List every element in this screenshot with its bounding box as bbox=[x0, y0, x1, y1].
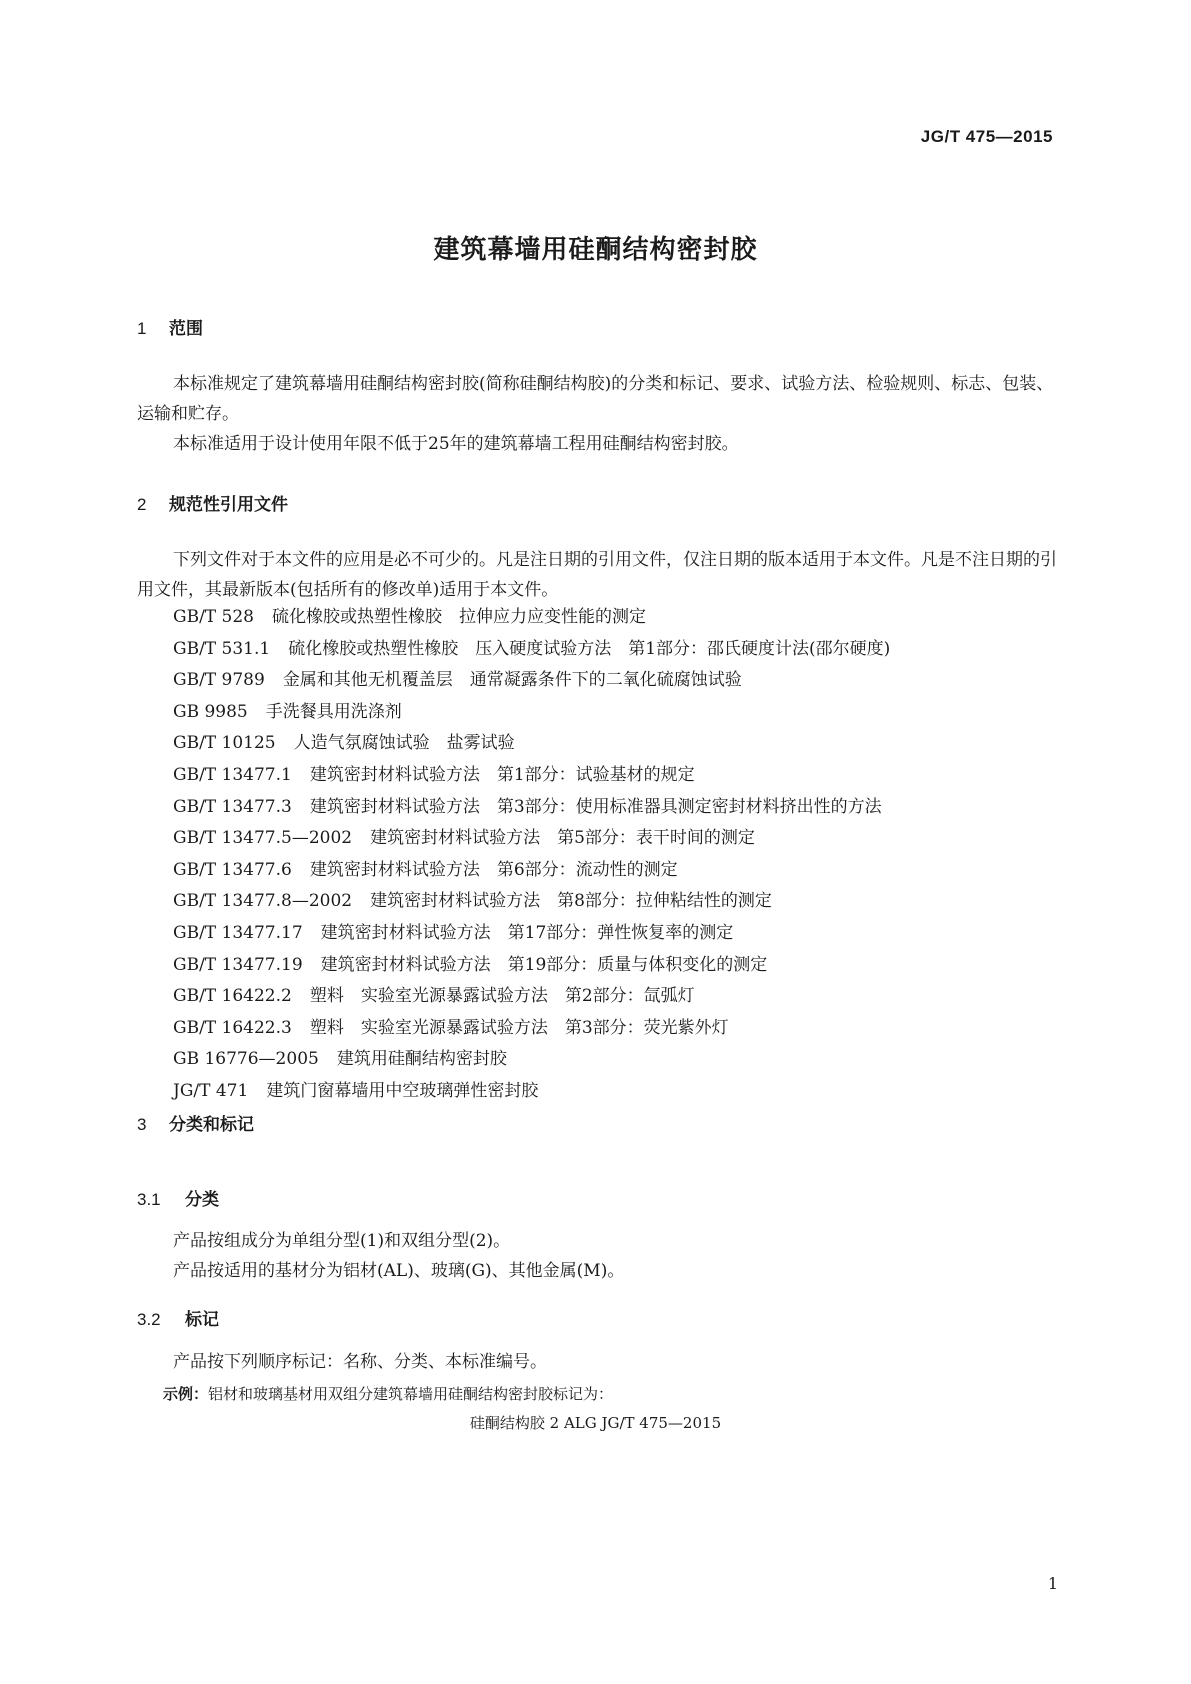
example-block bbox=[137, 1380, 1057, 1408]
reference-title: 建筑用硅酮结构密封胶 bbox=[336, 1049, 507, 1070]
reference-item bbox=[137, 697, 1057, 729]
reference-list bbox=[137, 602, 1057, 1108]
reference-title: 手洗餐具用洗涤剂 bbox=[265, 701, 402, 722]
page-number: 1 bbox=[1047, 1574, 1058, 1593]
reference-title: 建筑密封材料试验方法 第3部分：使用标准器具测定密封材料挤出性的方法 bbox=[309, 796, 882, 817]
reference-code: GB 16776—2005 bbox=[173, 1049, 319, 1070]
reference-list-container bbox=[137, 602, 1057, 1108]
reference-title: 硫化橡胶或热塑性橡胶 拉伸应力应变性能的测定 bbox=[272, 607, 646, 627]
standard-number: JG/T 475—2015 bbox=[920, 127, 1053, 146]
section-3-1-paragraph-1: 产品按组成分为单组分型(1)和双组分型(2)。 bbox=[173, 1231, 511, 1251]
reference-code: GB/T 13477.8—2002 bbox=[173, 891, 353, 912]
reference-code: GB/T 13477.3 bbox=[173, 796, 292, 817]
reference-item bbox=[137, 918, 1057, 950]
reference-code: GB/T 9789 bbox=[173, 670, 265, 691]
reference-item bbox=[137, 823, 1057, 855]
reference-item bbox=[137, 981, 1057, 1013]
reference-code: GB/T 528 bbox=[173, 607, 254, 627]
reference-item bbox=[137, 665, 1057, 697]
example-marking: 硅酮结构胶 2 ALG JG/T 475—2015 bbox=[469, 1414, 722, 1432]
section-1-heading bbox=[137, 314, 203, 339]
section-1-title: 范围 bbox=[169, 319, 203, 339]
reference-item bbox=[137, 1013, 1057, 1045]
reference-code: GB/T 13477.6 bbox=[173, 859, 292, 880]
reference-title: 建筑密封材料试验方法 第1部分：试验基材的规定 bbox=[309, 764, 695, 785]
section-3-2-number: 3.2 bbox=[137, 1310, 161, 1329]
section-3-2-heading bbox=[137, 1305, 219, 1330]
reference-title: 建筑密封材料试验方法 第17部分：弹性恢复率的测定 bbox=[320, 922, 734, 943]
section-1-number: 1 bbox=[137, 319, 147, 338]
section-1-paragraph-1: 本标准规定了建筑幕墙用硅酮结构密封胶(简称硅酮结构胶)的分类和标记、要求、试验方法、检验规则、标志、包装、运输和贮存。 bbox=[137, 374, 1054, 424]
section-3-1-body bbox=[137, 1226, 1057, 1286]
reference-title: 硫化橡胶或热塑性橡胶 压入硬度试验方法 第1部分：邵氏硬度计法(邵尔硬度) bbox=[288, 638, 891, 659]
reference-title: 建筑密封材料试验方法 第6部分：流动性的测定 bbox=[309, 859, 678, 880]
reference-title: 人造气氛腐蚀试验 盐雾试验 bbox=[293, 733, 515, 754]
section-2-number: 2 bbox=[137, 495, 147, 514]
reference-title: 建筑门窗幕墙用中空玻璃弹性密封胶 bbox=[266, 1080, 539, 1101]
section-1-paragraph-2: 本标准适用于设计使用年限不低于25年的建筑幕墙工程用硅酮结构密封胶。 bbox=[173, 434, 739, 454]
reference-item bbox=[137, 634, 1057, 666]
reference-title: 建筑密封材料试验方法 第19部分：质量与体积变化的测定 bbox=[320, 954, 768, 975]
section-2-title: 规范性引用文件 bbox=[169, 495, 288, 515]
reference-title: 建筑密封材料试验方法 第5部分：表干时间的测定 bbox=[370, 828, 755, 849]
section-2-heading bbox=[137, 490, 288, 515]
reference-item bbox=[137, 855, 1057, 887]
reference-title: 建筑密封材料试验方法 第8部分：拉伸粘结性的测定 bbox=[370, 891, 772, 912]
section-3-1-title: 分类 bbox=[185, 1190, 219, 1210]
reference-item bbox=[137, 760, 1057, 792]
section-2-intro: 下列文件对于本文件的应用是必不可少的。凡是注日期的引用文件，仅注日期的版本适用于本文件。凡是不注日期的引用文件，其最新版本(包括所有的修改单)适用于本文件。 bbox=[137, 550, 1057, 600]
reference-item bbox=[137, 792, 1057, 824]
reference-code: GB/T 16422.2 bbox=[173, 986, 292, 1007]
reference-code: GB/T 10125 bbox=[173, 733, 276, 754]
reference-code: GB/T 16422.3 bbox=[173, 1017, 292, 1038]
example-text: 铝材和玻璃基材用双组分建筑幕墙用硅酮结构密封胶标记为： bbox=[208, 1385, 614, 1403]
example-label: 示例： bbox=[163, 1385, 209, 1403]
section-3-title: 分类和标记 bbox=[169, 1115, 254, 1135]
reference-item bbox=[137, 1044, 1057, 1076]
example-line bbox=[137, 1380, 1057, 1408]
reference-item bbox=[137, 950, 1057, 982]
section-3-number: 3 bbox=[137, 1115, 147, 1134]
reference-item bbox=[137, 728, 1057, 760]
reference-code: GB/T 531.1 bbox=[173, 638, 271, 659]
reference-code: GB/T 13477.1 bbox=[173, 764, 292, 785]
reference-title: 金属和其他无机覆盖层 通常凝露条件下的二氧化硫腐蚀试验 bbox=[282, 670, 742, 691]
section-3-heading bbox=[137, 1110, 254, 1135]
section-3-2-paragraph-1: 产品按下列顺序标记：名称、分类、本标准编号。 bbox=[173, 1352, 547, 1372]
section-3-1-number: 3.1 bbox=[137, 1190, 161, 1209]
document-title: 建筑幕墙用硅酮结构密封胶 bbox=[433, 235, 758, 265]
reference-item bbox=[137, 602, 1057, 634]
reference-code: GB/T 13477.5—2002 bbox=[173, 828, 353, 849]
section-3-1-paragraph-2: 产品按适用的基材分为铝材(AL)、玻璃(G)、其他金属(M)。 bbox=[173, 1261, 625, 1281]
section-3-2-body bbox=[137, 1347, 1057, 1377]
section-2-body bbox=[137, 545, 1057, 605]
reference-code: GB 9985 bbox=[173, 701, 248, 722]
reference-item bbox=[137, 1076, 1057, 1108]
reference-code: GB/T 13477.19 bbox=[173, 954, 303, 975]
reference-code: JG/T 471 bbox=[173, 1080, 249, 1101]
section-3-2-title: 标记 bbox=[185, 1310, 219, 1330]
section-3-1-heading bbox=[137, 1185, 219, 1210]
reference-code: GB/T 13477.17 bbox=[173, 922, 303, 943]
section-1-body bbox=[137, 369, 1057, 459]
reference-item bbox=[137, 886, 1057, 918]
reference-title: 塑料 实验室光源暴露试验方法 第2部分：氙弧灯 bbox=[309, 986, 695, 1007]
reference-title: 塑料 实验室光源暴露试验方法 第3部分：荧光紫外灯 bbox=[309, 1017, 729, 1038]
